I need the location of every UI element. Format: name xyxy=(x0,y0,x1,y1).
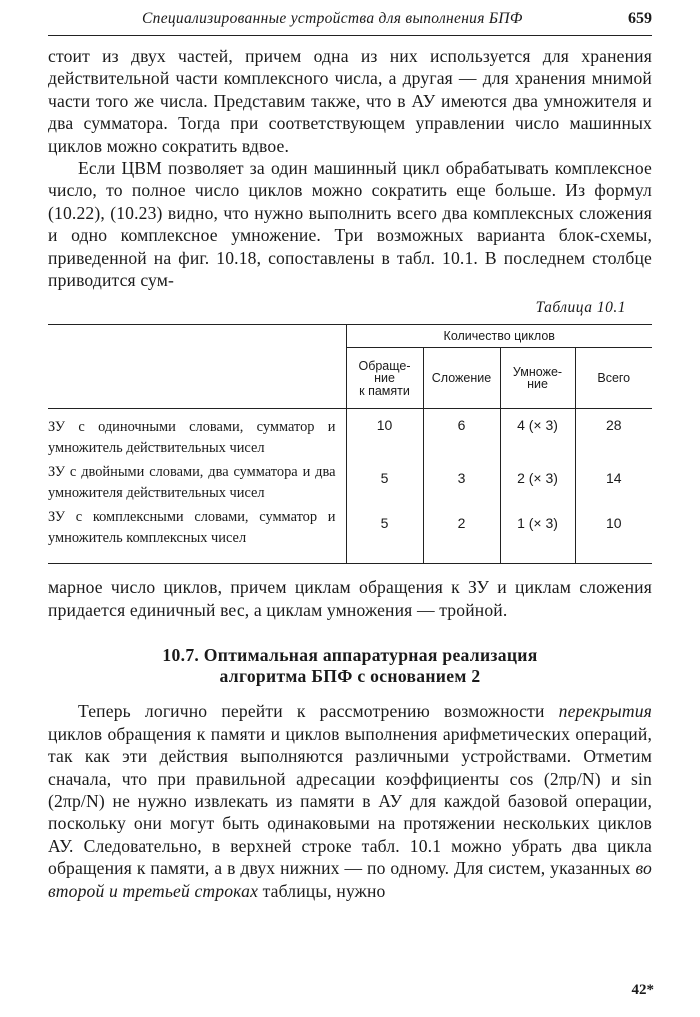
paragraph-after-table: марное число циклов, причем циклам обращения к ЗУ и циклам сложения придается единичный вес, а циклам умножения — тройной. xyxy=(48,577,652,620)
running-title: Специализированные устройства для выполнения БПФ xyxy=(142,10,523,27)
section-heading-line2: алгоритма БПФ с основанием 2 xyxy=(219,666,481,687)
group-header-cycle-count: Количество циклов xyxy=(346,325,652,348)
cell-total: 14 xyxy=(575,462,652,507)
running-header xyxy=(48,10,652,36)
cell-multiplication: 1 (× 3) xyxy=(500,507,575,564)
col-header-multiplication: Умноже- ние xyxy=(500,348,575,409)
page xyxy=(48,10,652,902)
col-header-total: Всего xyxy=(575,348,652,409)
col-header-memory-access: Обраще- ние к памяти xyxy=(346,348,423,409)
row-description: ЗУ с двойными словами, два сумматора и два умножителя действительных чисел xyxy=(48,464,336,502)
cell-memory: 10 xyxy=(346,409,423,463)
cell-memory: 5 xyxy=(346,462,423,507)
paragraph-overlap: Теперь логично перейти к рассмотрению возможности перекрытия циклов обращения к памяти и циклов выполнения арифметических операций, так как эти действия выполняются различными устройствами. Отметим сначала, что при правильной адресации коэффициенты cos (2πp/N) и sin (2πp/N) не нужно извлекать из памяти в АУ для каждой базовой операции, поскольку они могут быть одинаковыми на протяжении нескольких циклов АУ. Следовательно, в верхней строке табл. 10.1 можно убрать два цикла обращения к памяти, а в двух нижних — по одному. Для систем, указанных во второй и третьей строках таблицы, нужно xyxy=(48,701,652,901)
section-heading-line1: 10.7. Оптимальная аппаратурная реализация xyxy=(162,645,538,666)
cell-memory: 5 xyxy=(346,507,423,564)
cell-total: 28 xyxy=(575,409,652,463)
table-corner-cell xyxy=(48,325,346,409)
table-row xyxy=(48,409,652,463)
cell-multiplication: 4 (× 3) xyxy=(500,409,575,463)
row-description: ЗУ с одиночными словами, сумматор и умножитель действительных чисел xyxy=(48,419,336,457)
emphasis-rows: во второй и третьей строках xyxy=(48,858,652,901)
table-row xyxy=(48,462,652,507)
col-header-addition: Сложение xyxy=(423,348,500,409)
cycles-table xyxy=(48,324,652,564)
cell-addition: 2 xyxy=(423,507,500,564)
table-row xyxy=(48,507,652,564)
cell-multiplication: 2 (× 3) xyxy=(500,462,575,507)
cell-total: 10 xyxy=(575,507,652,564)
section-heading xyxy=(48,645,652,687)
row-description: ЗУ с комплексными словами, сумматор и умножитель комплексных чисел xyxy=(48,507,346,564)
table-caption: Таблица 10.1 xyxy=(535,299,626,317)
signature-mark: 42* xyxy=(631,982,654,998)
cell-addition: 6 xyxy=(423,409,500,463)
table-header-row xyxy=(48,325,652,348)
paragraph-complex-cycles: Если ЦВМ позволяет за один машинный цикл обрабатывать комплексное число, то полное число циклов можно сократить еще больше. Из формул (10.22), (10.23) видно, что нужно выполнить всего два комплексных сложения и одно комплексное умножение. Три возможных варианта блок-схемы, приведенной на фиг. 10.18, сопоставлены в табл. 10.1. В последнем столбце приводится сум- xyxy=(48,158,652,291)
paragraph-continuation: стоит из двух частей, причем одна из них используется для хранения действительной части комплексного числа, а другая — для хранения мнимой части того же числа. Представим также, что в АУ имеются два умножителя и два сумматора. Тогда при соответствующем управлении число машинных циклов можно сократить вдвое. xyxy=(48,46,652,156)
cell-addition: 3 xyxy=(423,462,500,507)
page-number: 659 xyxy=(628,10,652,27)
emphasis-overlap: перекрытия xyxy=(558,701,652,722)
